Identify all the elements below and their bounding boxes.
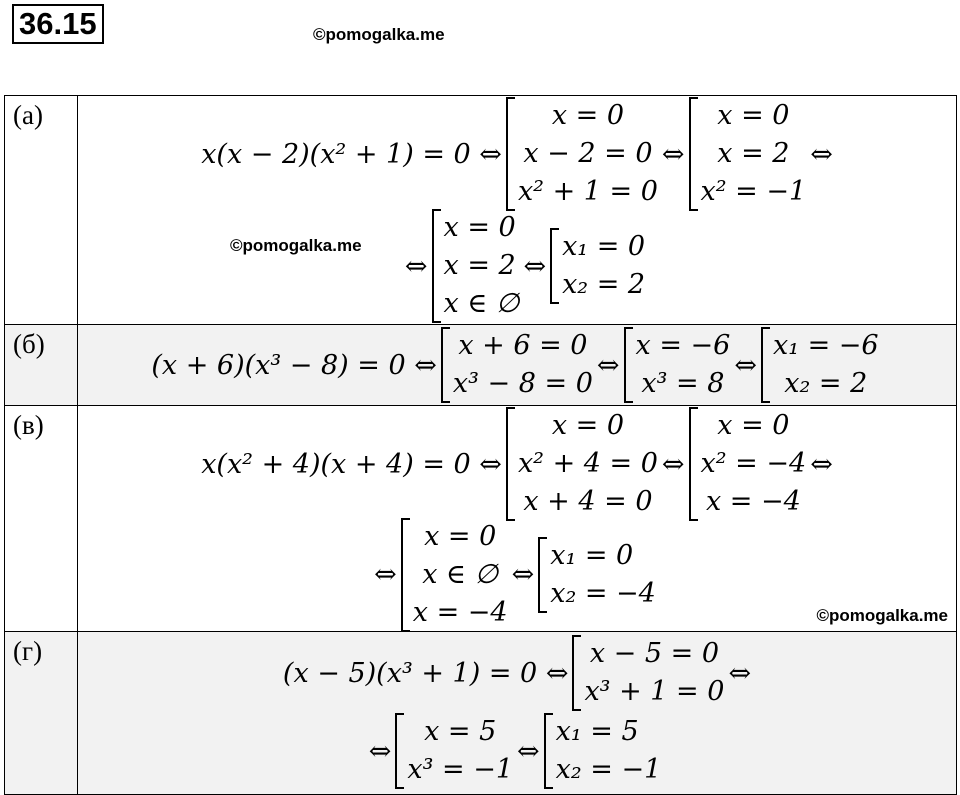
system-line: x = −6 (635, 330, 731, 361)
system-line: x³ + 1 = 0 (584, 676, 725, 707)
equivalence-sign: ⇔ (404, 250, 428, 282)
system-line: x₂ = −1 (555, 754, 662, 785)
system-line: x³ = −1 (407, 754, 513, 785)
equivalence-sign: ⇔ (596, 349, 620, 381)
system-line: x = 0 (717, 410, 790, 441)
equation-system (624, 327, 731, 403)
equation: x(x − 2)(x² + 1) = 0 ⇔ (201, 138, 502, 170)
equation: (x − 5)(x³ + 1) = 0 ⇔ (282, 657, 569, 689)
row-label: (г) (5, 632, 78, 794)
system-line: x + 4 = 0 (523, 486, 653, 517)
equivalence-sign: ⇔ (511, 559, 535, 590)
system-line: x ∈ ∅ (443, 288, 520, 319)
equation: (x + 6)(x³ − 8) = 0 ⇔ (151, 349, 437, 381)
system-line: x = 0 (551, 410, 625, 441)
equivalence-sign: ⇔ (734, 349, 757, 381)
problem-number: 36.15 (12, 4, 104, 44)
system-line: x − 5 = 0 (589, 638, 720, 669)
system-line: x³ = 8 (641, 368, 725, 399)
equivalence-sign: ⇔ (728, 657, 752, 689)
equation-system (689, 97, 807, 211)
equation-line (78, 327, 956, 403)
system-line: x² = −1 (700, 176, 807, 207)
system-line: x₂ = 2 (562, 269, 646, 300)
system-line: x = 2 (443, 250, 516, 281)
equation-system (544, 713, 662, 789)
system-line: x = 0 (443, 212, 516, 243)
system-line: x₁ = 0 (562, 231, 646, 262)
system-line: x₂ = −4 (550, 577, 656, 609)
equation-line (78, 210, 956, 322)
equation-system (506, 97, 658, 211)
equivalence-sign: ⇔ (810, 138, 833, 170)
equation-system (401, 518, 508, 632)
equation-system (550, 228, 645, 304)
equation-system (395, 713, 513, 789)
equivalence-sign: ⇔ (661, 138, 685, 170)
equation-system (761, 327, 879, 403)
watermark: ©pomogalka.me (816, 606, 948, 625)
row-label: (б) (5, 325, 78, 405)
equation-system (432, 209, 520, 323)
row-d (5, 632, 957, 795)
row-a (5, 96, 957, 325)
equivalence-sign: ⇔ (523, 250, 547, 282)
solution-cell (78, 406, 956, 631)
watermark: ©pomogalka.me (230, 236, 362, 255)
equivalence-sign: ⇔ (517, 735, 540, 767)
system-line: x₂ = 2 (784, 368, 868, 399)
equivalence-sign: ⇔ (810, 448, 833, 480)
system-line: x² + 4 = 0 (517, 448, 658, 479)
equation-system (689, 407, 807, 521)
row-b (5, 325, 957, 406)
equation-system (572, 635, 724, 711)
system-line: x = −4 (705, 486, 801, 517)
row-label: (в) (5, 406, 78, 631)
system-line: x² = −4 (700, 448, 807, 479)
system-line: x³ − 8 = 0 (452, 368, 593, 399)
equivalence-sign: ⇔ (661, 448, 685, 480)
system-line: x = −4 (412, 596, 508, 628)
equation-system (538, 537, 656, 613)
system-line: x + 6 = 0 (458, 330, 588, 361)
system-line: x₁ = −6 (772, 330, 879, 361)
row-label: (а) (5, 96, 78, 324)
system-line: x² + 1 = 0 (517, 176, 658, 207)
equation-system (506, 407, 658, 521)
solution-cell (78, 96, 956, 324)
system-line: x₁ = 5 (555, 716, 639, 747)
solution-cell (78, 632, 956, 794)
equivalence-sign: ⇔ (374, 559, 397, 590)
system-line: x₁ = 0 (550, 539, 634, 571)
system-line: x ∈ ∅ (422, 558, 499, 590)
system-line: x = 5 (424, 716, 497, 747)
equivalence-sign: ⇔ (368, 735, 392, 767)
equation: x(x² + 4)(x + 4) = 0 ⇔ (201, 448, 502, 480)
equation-line (78, 408, 956, 520)
system-line: x = 0 (424, 520, 497, 552)
system-line: x = 0 (551, 100, 625, 131)
equation-line (78, 712, 956, 790)
row-c (5, 406, 957, 632)
equation-line (78, 634, 956, 712)
system-line: x = 2 (717, 138, 790, 169)
equation-system (441, 327, 593, 403)
solution-table (4, 95, 957, 795)
system-line: x − 2 = 0 (523, 138, 653, 169)
equation-line (78, 98, 956, 210)
watermark: ©pomogalka.me (313, 25, 445, 44)
solution-cell (78, 325, 956, 405)
system-line: x = 0 (717, 100, 790, 131)
